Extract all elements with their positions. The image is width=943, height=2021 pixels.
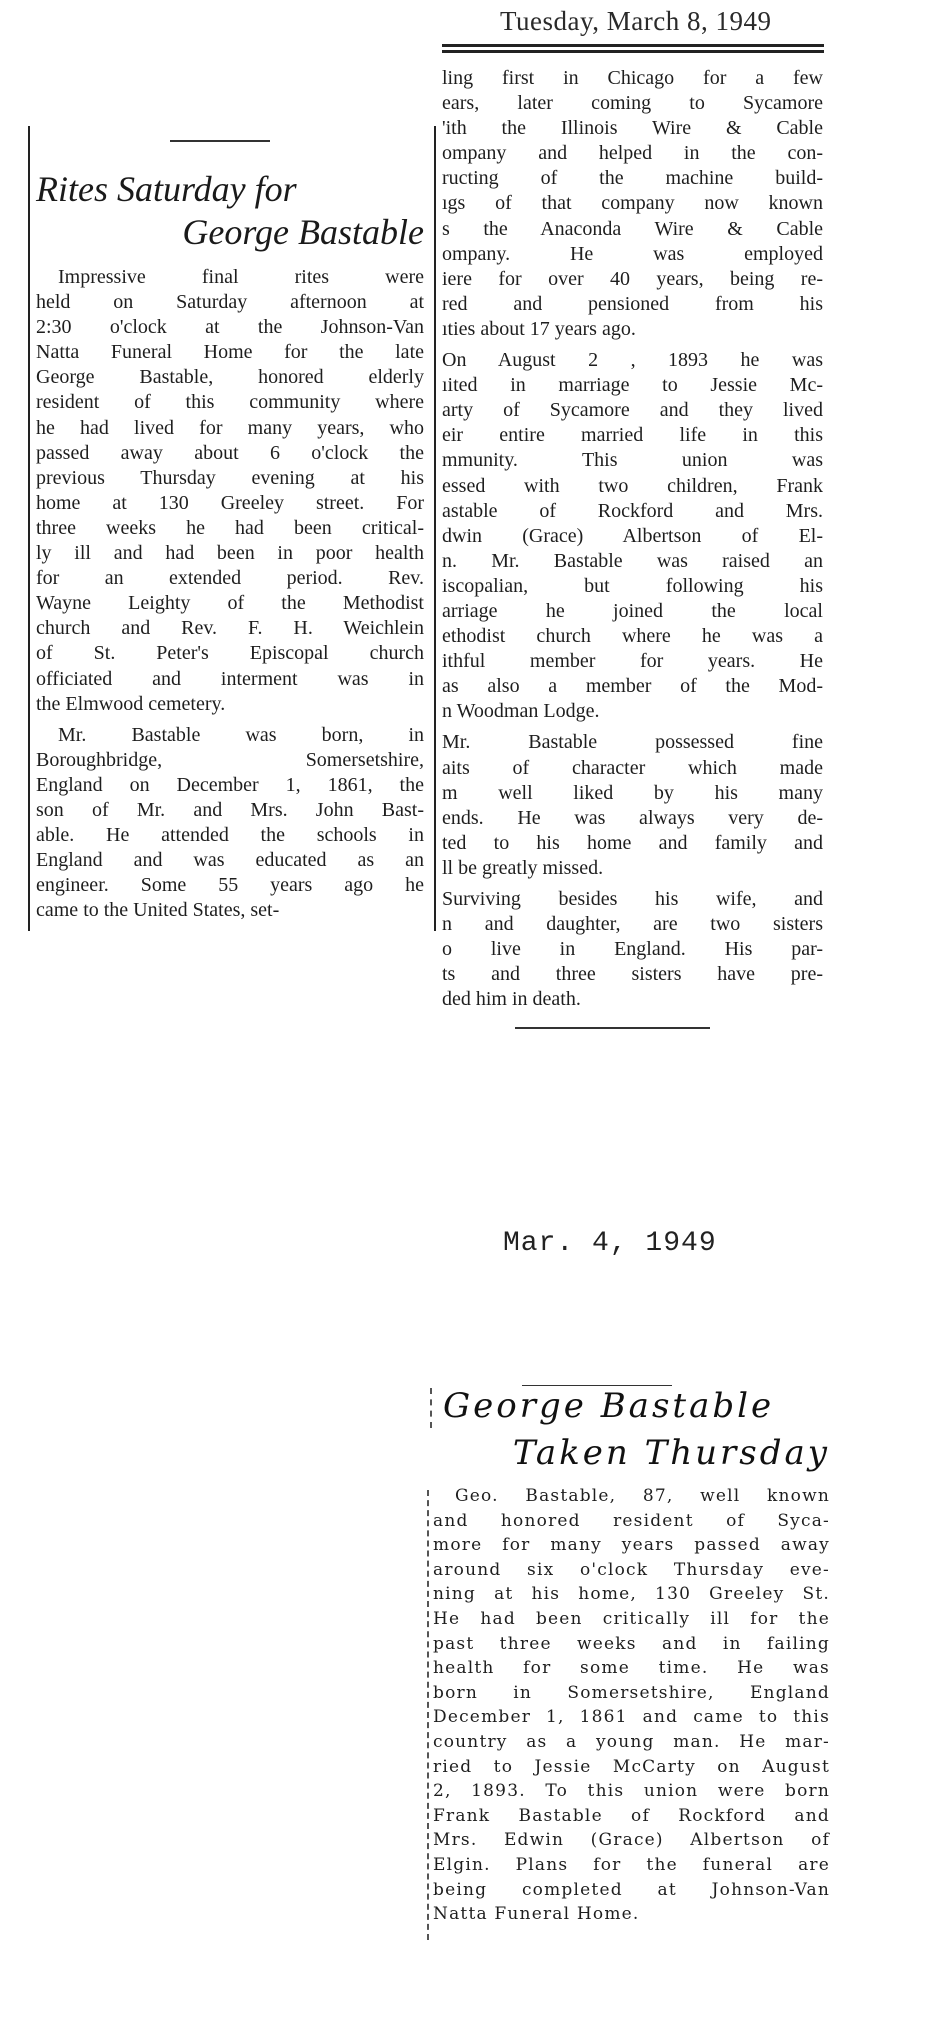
text-line: n Woodman Lodge.	[442, 700, 600, 723]
text-line: three weeks he had been critical-	[36, 516, 424, 539]
text-line: ıties about 17 years ago.	[442, 317, 636, 340]
text-line: Impressive final rites were	[58, 266, 424, 288]
text-line: ears, later coming to Sycamore	[442, 92, 823, 115]
text-line: ts and three sisters have pre-	[442, 963, 823, 986]
text-line: ning at his home, 130 Greeley St.	[433, 1584, 830, 1605]
paragraph	[433, 1484, 830, 1927]
text-line: and honored resident of Syca-	[433, 1510, 830, 1531]
article-left-column	[36, 265, 424, 929]
article-right-column	[442, 66, 823, 1018]
article-body	[433, 1484, 830, 1933]
text-line: son of Mr. and Mrs. John Bast-	[36, 798, 424, 821]
text-line: n. Mr. Bastable was raised an	[442, 549, 823, 572]
paragraph	[36, 265, 424, 717]
text-line: England on December 1, 1861, the	[36, 773, 424, 796]
text-line: Mr. Bastable possessed fine	[442, 731, 823, 754]
dateline-march-4: Mar. 4, 1949	[503, 1228, 717, 1259]
text-line: ompany. He was employed	[442, 242, 823, 265]
text-line: ompany and helped in the con-	[442, 142, 823, 165]
text-line: Mr. Bastable was born, in	[58, 723, 424, 746]
text-line: arty of Sycamore and they lived	[442, 399, 823, 422]
text-line: able. He attended the schools in	[36, 824, 424, 847]
text-line: Geo. Bastable, 87, well known	[455, 1486, 830, 1506]
text-line: On August 2 , 1893 he was	[442, 349, 823, 372]
article-end-rule	[515, 1027, 710, 1029]
text-line: ıgs of that company now known	[442, 192, 823, 215]
text-line: ling first in Chicago for a few	[442, 67, 823, 89]
paragraph	[36, 723, 424, 924]
text-line: ted to his home and family and	[442, 831, 823, 854]
text-line: of St. Peter's Episcopal church	[36, 642, 424, 665]
text-line: red and pensioned from his	[442, 292, 823, 315]
text-line: Boroughbridge, Somersetshire,	[36, 748, 424, 771]
column-rule-left	[28, 126, 30, 931]
text-line: arriage he joined the local	[442, 599, 823, 622]
text-line: ly ill and had been in poor health	[36, 542, 424, 565]
text-line: for an extended period. Rev.	[36, 567, 424, 590]
text-line: previous Thursday evening at his	[36, 466, 424, 489]
text-line: ends. He was always very de-	[442, 806, 823, 829]
text-line: he had lived for many years, who	[36, 416, 424, 439]
text-line: more for many years passed away	[433, 1535, 830, 1556]
text-line: England and was educated as an	[36, 849, 424, 872]
text-line: 2, 1893. To this union were born	[433, 1781, 830, 1802]
text-line: dwin (Grace) Albertson of El-	[442, 524, 823, 547]
dateline-march-8: Tuesday, March 8, 1949	[500, 6, 772, 36]
text-line: aits of character which made	[442, 756, 823, 779]
text-line: the Elmwood cemetery.	[36, 692, 226, 715]
headline-line-2: Taken Thursday	[512, 1433, 830, 1473]
paragraph	[442, 348, 823, 724]
headline-line-1: George Bastable	[443, 1386, 775, 1426]
text-line: n and daughter, are two sisters	[442, 913, 823, 936]
text-line: home at 130 Greeley street. For	[36, 491, 424, 514]
text-line: born in Somersetshire, England	[433, 1682, 830, 1703]
text-line: mmunity. This union was	[442, 449, 823, 472]
text-line: Frank Bastable of Rockford and	[433, 1805, 830, 1826]
text-line: Wayne Leighty of the Methodist	[36, 592, 424, 615]
text-line: astable of Rockford and Mrs.	[442, 499, 823, 522]
text-line: ded him in death.	[442, 988, 581, 1011]
text-line: He had been critically ill for the	[433, 1608, 830, 1629]
paragraph	[442, 730, 823, 881]
headline-line-1: Rites Saturday for	[36, 169, 297, 209]
text-line: held on Saturday afternoon at	[36, 291, 424, 314]
text-line: officiated and interment was in	[36, 667, 424, 690]
headline-rule	[170, 140, 270, 142]
text-line: Surviving besides his wife, and	[442, 888, 823, 910]
text-line: Elgin. Plans for the funeral are	[433, 1854, 830, 1875]
headline-line-2: George Bastable	[182, 212, 424, 252]
text-line: Natta Funeral Home.	[433, 1904, 640, 1925]
text-line: essed with two children, Frank	[442, 474, 823, 497]
text-line: passed away about 6 o'clock the	[36, 441, 424, 464]
text-line: iscopalian, but following his	[442, 574, 823, 597]
text-line: ll be greatly missed.	[442, 856, 604, 879]
text-line: engineer. Some 55 years ago he	[36, 874, 424, 897]
text-line: ethodist church where he was a	[442, 625, 823, 648]
text-line: country as a young man. He mar-	[433, 1731, 830, 1752]
text-line: December 1, 1861 and came to this	[433, 1707, 830, 1728]
text-line: 2:30 o'clock at the Johnson-Van	[36, 316, 424, 339]
text-line: ithful member for years. He	[442, 650, 823, 673]
text-line: church and Rev. F. H. Weichlein	[36, 617, 424, 640]
text-line: Mrs. Edwin (Grace) Albertson of	[433, 1830, 830, 1851]
text-line: past three weeks and in failing	[433, 1633, 830, 1654]
text-line: George Bastable, honored elderly	[36, 366, 424, 389]
text-line: iere for over 40 years, being re-	[442, 267, 823, 290]
text-line: ructing of the machine build-	[442, 167, 823, 190]
text-line: came to the United States, set-	[36, 899, 280, 922]
text-line: ıited in marriage to Jessie Mc-	[442, 374, 823, 397]
text-line: eir entire married life in this	[442, 424, 823, 447]
text-line: s the Anaconda Wire & Cable	[442, 217, 823, 240]
paragraph	[442, 887, 823, 1012]
text-line: m well liked by his many	[442, 781, 823, 804]
text-line: health for some time. He was	[433, 1658, 830, 1679]
masthead-double-rule	[442, 44, 824, 53]
clipping-edge	[430, 1388, 432, 1428]
text-line: Natta Funeral Home for the late	[36, 341, 424, 364]
text-line: around six o'clock Thursday eve-	[433, 1559, 830, 1580]
column-rule-middle	[434, 126, 436, 931]
text-line: as also a member of the Mod-	[442, 675, 823, 698]
text-line: 'ith the Illinois Wire & Cable	[442, 117, 823, 140]
text-line: o live in England. His par-	[442, 938, 823, 961]
text-line: being completed at Johnson-Van	[433, 1879, 830, 1900]
paragraph	[442, 66, 823, 342]
text-line: ried to Jessie McCarty on August	[433, 1756, 830, 1777]
text-line: resident of this community where	[36, 391, 424, 414]
clipping-edge	[427, 1490, 429, 1940]
